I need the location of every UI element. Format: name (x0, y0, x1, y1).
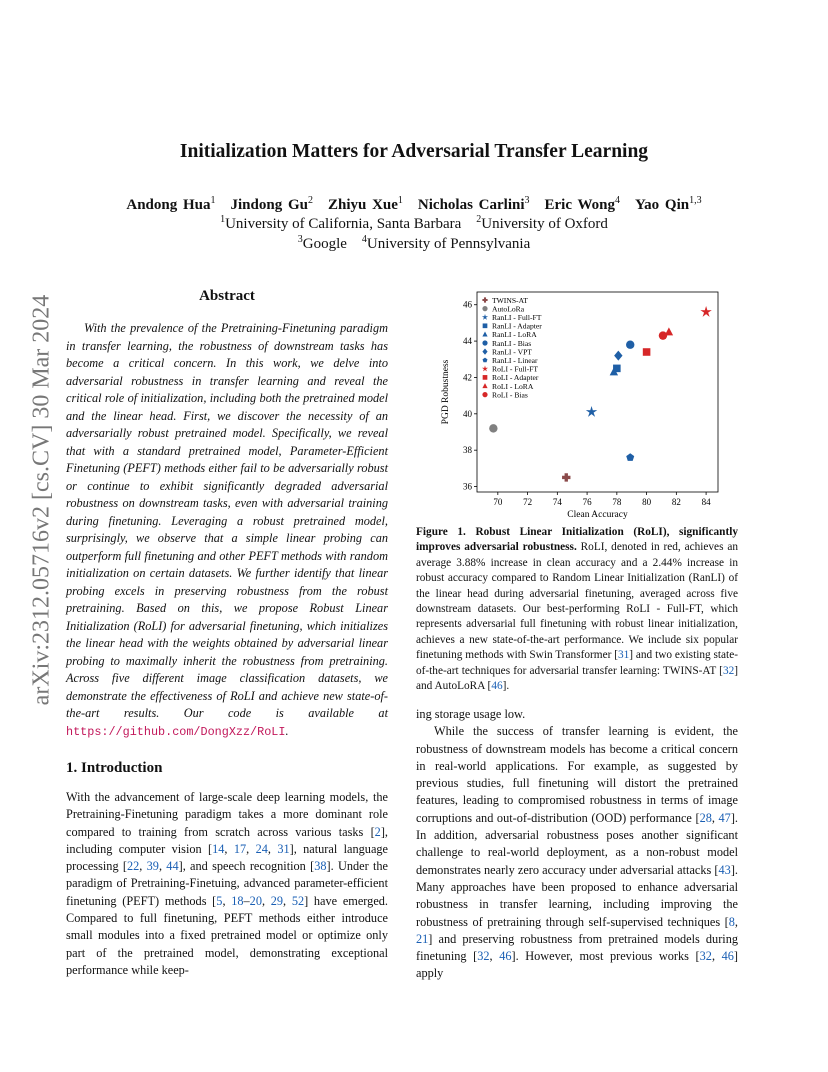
intro-column-2-continuation (416, 706, 738, 983)
affil-name: University of California, Santa Barbara (225, 216, 462, 232)
citation-link[interactable]: 5 (216, 893, 223, 908)
legend-marker (482, 348, 487, 354)
author-name: Jindong Gu (230, 197, 308, 213)
text-run: ]. (502, 680, 510, 693)
citation-link[interactable]: 31 (277, 841, 290, 856)
text-run: RoLI, denoted in red, achieves an average 3.88% increase in clean accuracy and a 2.44% increase in robust accuracy compared to Random Linear Initialization (RanLI) of the linear head during adversarial finetuning, averaged across five downstream datasets. Our best-performing RoLI - Full-FT, which represents adversarial full finetuning with robust linear initialization, achieves a new state-of-the-art performance. We include six popular finetuning methods with Swin Transformer [ (416, 541, 739, 662)
author-name: Andong Hua (126, 197, 211, 213)
x-tick-label: 74 (552, 497, 562, 507)
legend-label: RoLI - Full-FT (492, 364, 538, 374)
text-run: , (734, 914, 738, 929)
affil-mark: 3 (297, 234, 303, 245)
author-affil-mark: 2 (307, 195, 313, 206)
author-name: Nicholas Carlini (417, 197, 525, 213)
legend-marker (482, 314, 488, 320)
code-link[interactable]: https://github.com/DongXzz/RoLI (66, 724, 286, 739)
legend-label: RoLI - Bias (492, 390, 528, 400)
data-point (614, 351, 622, 361)
abstract-end: . (285, 723, 289, 738)
y-tick-label: 38 (463, 445, 472, 456)
scatter-chart (430, 287, 730, 519)
caption-bold: Robust Linear Initialization (RoLI), significantly improves adversarial robustness. (416, 526, 738, 554)
x-tick-label: 84 (701, 497, 711, 507)
affil-mark: 1 (220, 214, 226, 225)
citation-link[interactable]: 32 (699, 949, 712, 964)
text-run: ] and two existing state-of-the-art techniques for adversarial transfer learning: TWINS-AT [ (416, 649, 738, 677)
citation-link[interactable]: 18 (231, 893, 244, 908)
affil-mark: 4 (361, 234, 367, 245)
citation-link[interactable]: 14 (212, 841, 225, 856)
author-affil-mark: 1 (210, 195, 216, 206)
author-name: Zhiyu Xue (327, 197, 398, 213)
y-axis-label: PGD Robustness (441, 359, 451, 425)
author-affil-mark: 3 (524, 195, 530, 206)
data-point (643, 348, 651, 356)
citation-link[interactable]: 31 (617, 649, 630, 662)
figure-caption (416, 525, 738, 694)
affiliations-line-2 (0, 234, 828, 253)
citation-link[interactable]: 32 (722, 664, 735, 677)
y-tick-label: 36 (463, 481, 472, 492)
x-tick-label: 72 (523, 497, 533, 507)
citation-link[interactable]: 20 (249, 893, 262, 908)
x-axis-label: Clean Accuracy (567, 510, 628, 519)
legend-label: RanLI - Adapter (492, 321, 542, 331)
citation-link[interactable]: 52 (291, 893, 305, 908)
text-run: , (246, 841, 256, 856)
author-affil-mark: 4 (615, 195, 620, 206)
author-affil-mark: 1,3 (689, 195, 702, 206)
caption-label: Figure 1. (416, 526, 466, 538)
citation-link[interactable]: 8 (728, 914, 735, 929)
legend-marker (482, 306, 487, 311)
legend-marker (482, 340, 487, 345)
legend-marker (482, 297, 487, 302)
data-point (700, 306, 711, 317)
text-run: ]. In addition, adversarial robustness poses another significant challenge to real-world deployment, as a non-robust model demonstrates nearly zero accuracy under adversarial attacks [ (416, 810, 738, 877)
text-run: , (222, 893, 232, 908)
author-name: Eric Wong (544, 197, 615, 213)
citation-link[interactable]: 24 (255, 841, 268, 856)
text-run: ]. Many approaches have been proposed to enhance adversarial robustness in transfer learning, including improving the robustness of pretraining through self-supervised techniques [ (416, 862, 738, 929)
affil-mark: 2 (476, 214, 482, 225)
section-heading-introduction: 1. Introduction (66, 760, 163, 776)
abstract-text (66, 320, 388, 741)
legend-label: RanLI - Linear (492, 356, 538, 365)
x-tick-label: 80 (642, 497, 652, 507)
data-point (562, 473, 570, 481)
text-run: , (711, 810, 719, 825)
citation-link[interactable]: 17 (233, 841, 247, 856)
abstract-heading: Abstract (199, 288, 255, 304)
data-point (489, 424, 497, 432)
text-run: ] apply (416, 949, 738, 981)
paper-title: Initialization Matters for Adversarial Transfer Learning (179, 141, 649, 162)
citation-link[interactable]: 28 (699, 810, 712, 825)
text-run: – (243, 893, 250, 908)
text-run: With the advancement of large-scale deep learning models, the Pretraining-Finetuning paradigm takes a more dominant role compared to training from scratch across various tasks [ (66, 790, 388, 839)
text-run: ], natural language processing [ (66, 841, 389, 874)
citation-link[interactable]: 22 (126, 859, 140, 874)
arxiv-side-label: arXiv:2312.05716v2 [cs.CV] 30 Mar 2024 (28, 294, 55, 706)
text-run: , (139, 859, 147, 874)
text-run: , (158, 859, 167, 874)
citation-link[interactable]: 2 (374, 824, 381, 839)
affiliations-line-1 (0, 214, 828, 233)
text-run: ] and AutoLoRA [ (416, 664, 738, 693)
author-affil-mark: 1 (397, 195, 403, 206)
text-run: , (489, 949, 500, 964)
legend-label: AutoLoRa (492, 304, 525, 314)
data-point (659, 331, 667, 339)
text-run: ] and preserving robustness from pretrained models during finetuning [ (416, 931, 738, 964)
y-tick-label: 42 (463, 372, 472, 383)
data-point (586, 406, 597, 417)
affil-name: Google (302, 236, 347, 252)
affil-name: University of Pennsylvania (366, 236, 531, 252)
text-run: , (267, 841, 278, 856)
y-tick-label: 46 (463, 299, 472, 310)
text-run: , (283, 893, 292, 908)
legend-marker (482, 366, 488, 372)
text-run: ]. However, most previous works [ (511, 949, 700, 964)
x-tick-label: 82 (671, 497, 681, 507)
citation-link[interactable]: 43 (718, 862, 731, 877)
x-tick-label: 78 (612, 497, 622, 507)
text-run: , (261, 893, 271, 908)
citation-link[interactable]: 29 (270, 893, 284, 908)
x-tick-label: 70 (493, 497, 503, 507)
legend-marker (483, 358, 488, 363)
citation-link[interactable]: 47 (718, 810, 731, 825)
citation-link[interactable]: 39 (146, 859, 159, 874)
legend-label: TWINS-AT (492, 295, 528, 305)
affil-name: University of Oxford (481, 216, 608, 232)
citation-link[interactable]: 44 (166, 859, 179, 874)
citation-link[interactable]: 38 (314, 859, 327, 874)
legend-label: RanLI - Bias (492, 338, 532, 348)
legend-marker (483, 375, 488, 380)
author-name: Yao Qin (635, 197, 690, 213)
citation-link[interactable]: 46 (721, 949, 734, 964)
legend-label: RanLI - LoRA (492, 330, 537, 340)
text-run: , (224, 841, 234, 856)
citation-link[interactable]: 46 (499, 949, 512, 964)
citation-link[interactable]: 21 (416, 931, 429, 946)
legend-marker (483, 323, 488, 328)
citation-link[interactable]: 46 (491, 680, 503, 693)
legend-label: RoLI - LoRA (492, 381, 534, 391)
text-run: While the success of transfer learning is evident, the robustness of downstream models has become a critical concern in real-world applications. For example, as suggested by previous studies, full finetuning will distort the pretrained features, leading to compromised robustness in terms of image corruptions and out-of-distribution (OOD) performance [ (416, 724, 738, 825)
legend-marker (482, 332, 487, 337)
legend-marker (482, 383, 487, 388)
y-tick-label: 40 (463, 408, 472, 419)
text-run: , (711, 949, 722, 964)
legend-marker (482, 392, 487, 397)
text-run: ], including computer vision [ (66, 824, 388, 856)
legend-label: RoLI - Adapter (492, 373, 539, 383)
legend-label: RanLI - VPT (492, 347, 532, 357)
legend-label: RanLI - Full-FT (492, 313, 542, 322)
abstract-body: With the prevalence of the Pretraining-Finetuning paradigm in transfer learning, the robustness of downstream tasks has become a critical concern. In this work, we delve into adversarial robustness in transfer learning and reveal the critical role of initialization, including both the pretrained model and the linear head. First, we discover the necessity of an adversarially robust pretrained model. Specifically, we reveal that with a standard pretrained model, Parameter-Efficient Finetuning (PEFT) methods either fail to be adversarially robust or continue to exhibit significantly degraded adversarial robustness on downstream tasks, even with adversarial training during finetuning. Leveraging a robust pretrained model, surprisingly, we observe that a simple linear probing can outperform full finetuning and other PEFT methods with random initialization on certain datasets. We further identify that linear probing excels in preserving robustness from the robust pretraining. Based on this, we propose Robust Linear Initialization (RoLI) for adversarial finetuning, which initializes the linear head with the weights obtained by adversarial linear probing to maximally inherit the robustness from pretraining. Across five different image classification datasets, we demonstrate the effectiveness of RoLI and achieve new state-of-the-art results. Our code is available at (66, 321, 388, 720)
x-tick-label: 76 (582, 497, 592, 507)
author-list (0, 195, 828, 214)
data-point (626, 341, 634, 349)
y-tick-label: 44 (463, 336, 472, 347)
text-run: ], and speech recognition [ (178, 859, 315, 874)
col2-first-line: ing storage usage low. (416, 707, 526, 721)
text-run: ] have emerged. Compared to full finetuning, PEFT methods either introduce small modules into a fixed pretrained model or optimize only part of the pretrained model, demonstrating exceptional performance while keep- (66, 893, 389, 977)
citation-link[interactable]: 32 (477, 949, 490, 964)
intro-column-1 (66, 789, 388, 979)
data-point (626, 453, 634, 461)
text-run: ]. Under the paradigm of Pretraining-Finetuing, advanced parameter-efficient finetuning (PEFT) methods [ (66, 859, 388, 908)
